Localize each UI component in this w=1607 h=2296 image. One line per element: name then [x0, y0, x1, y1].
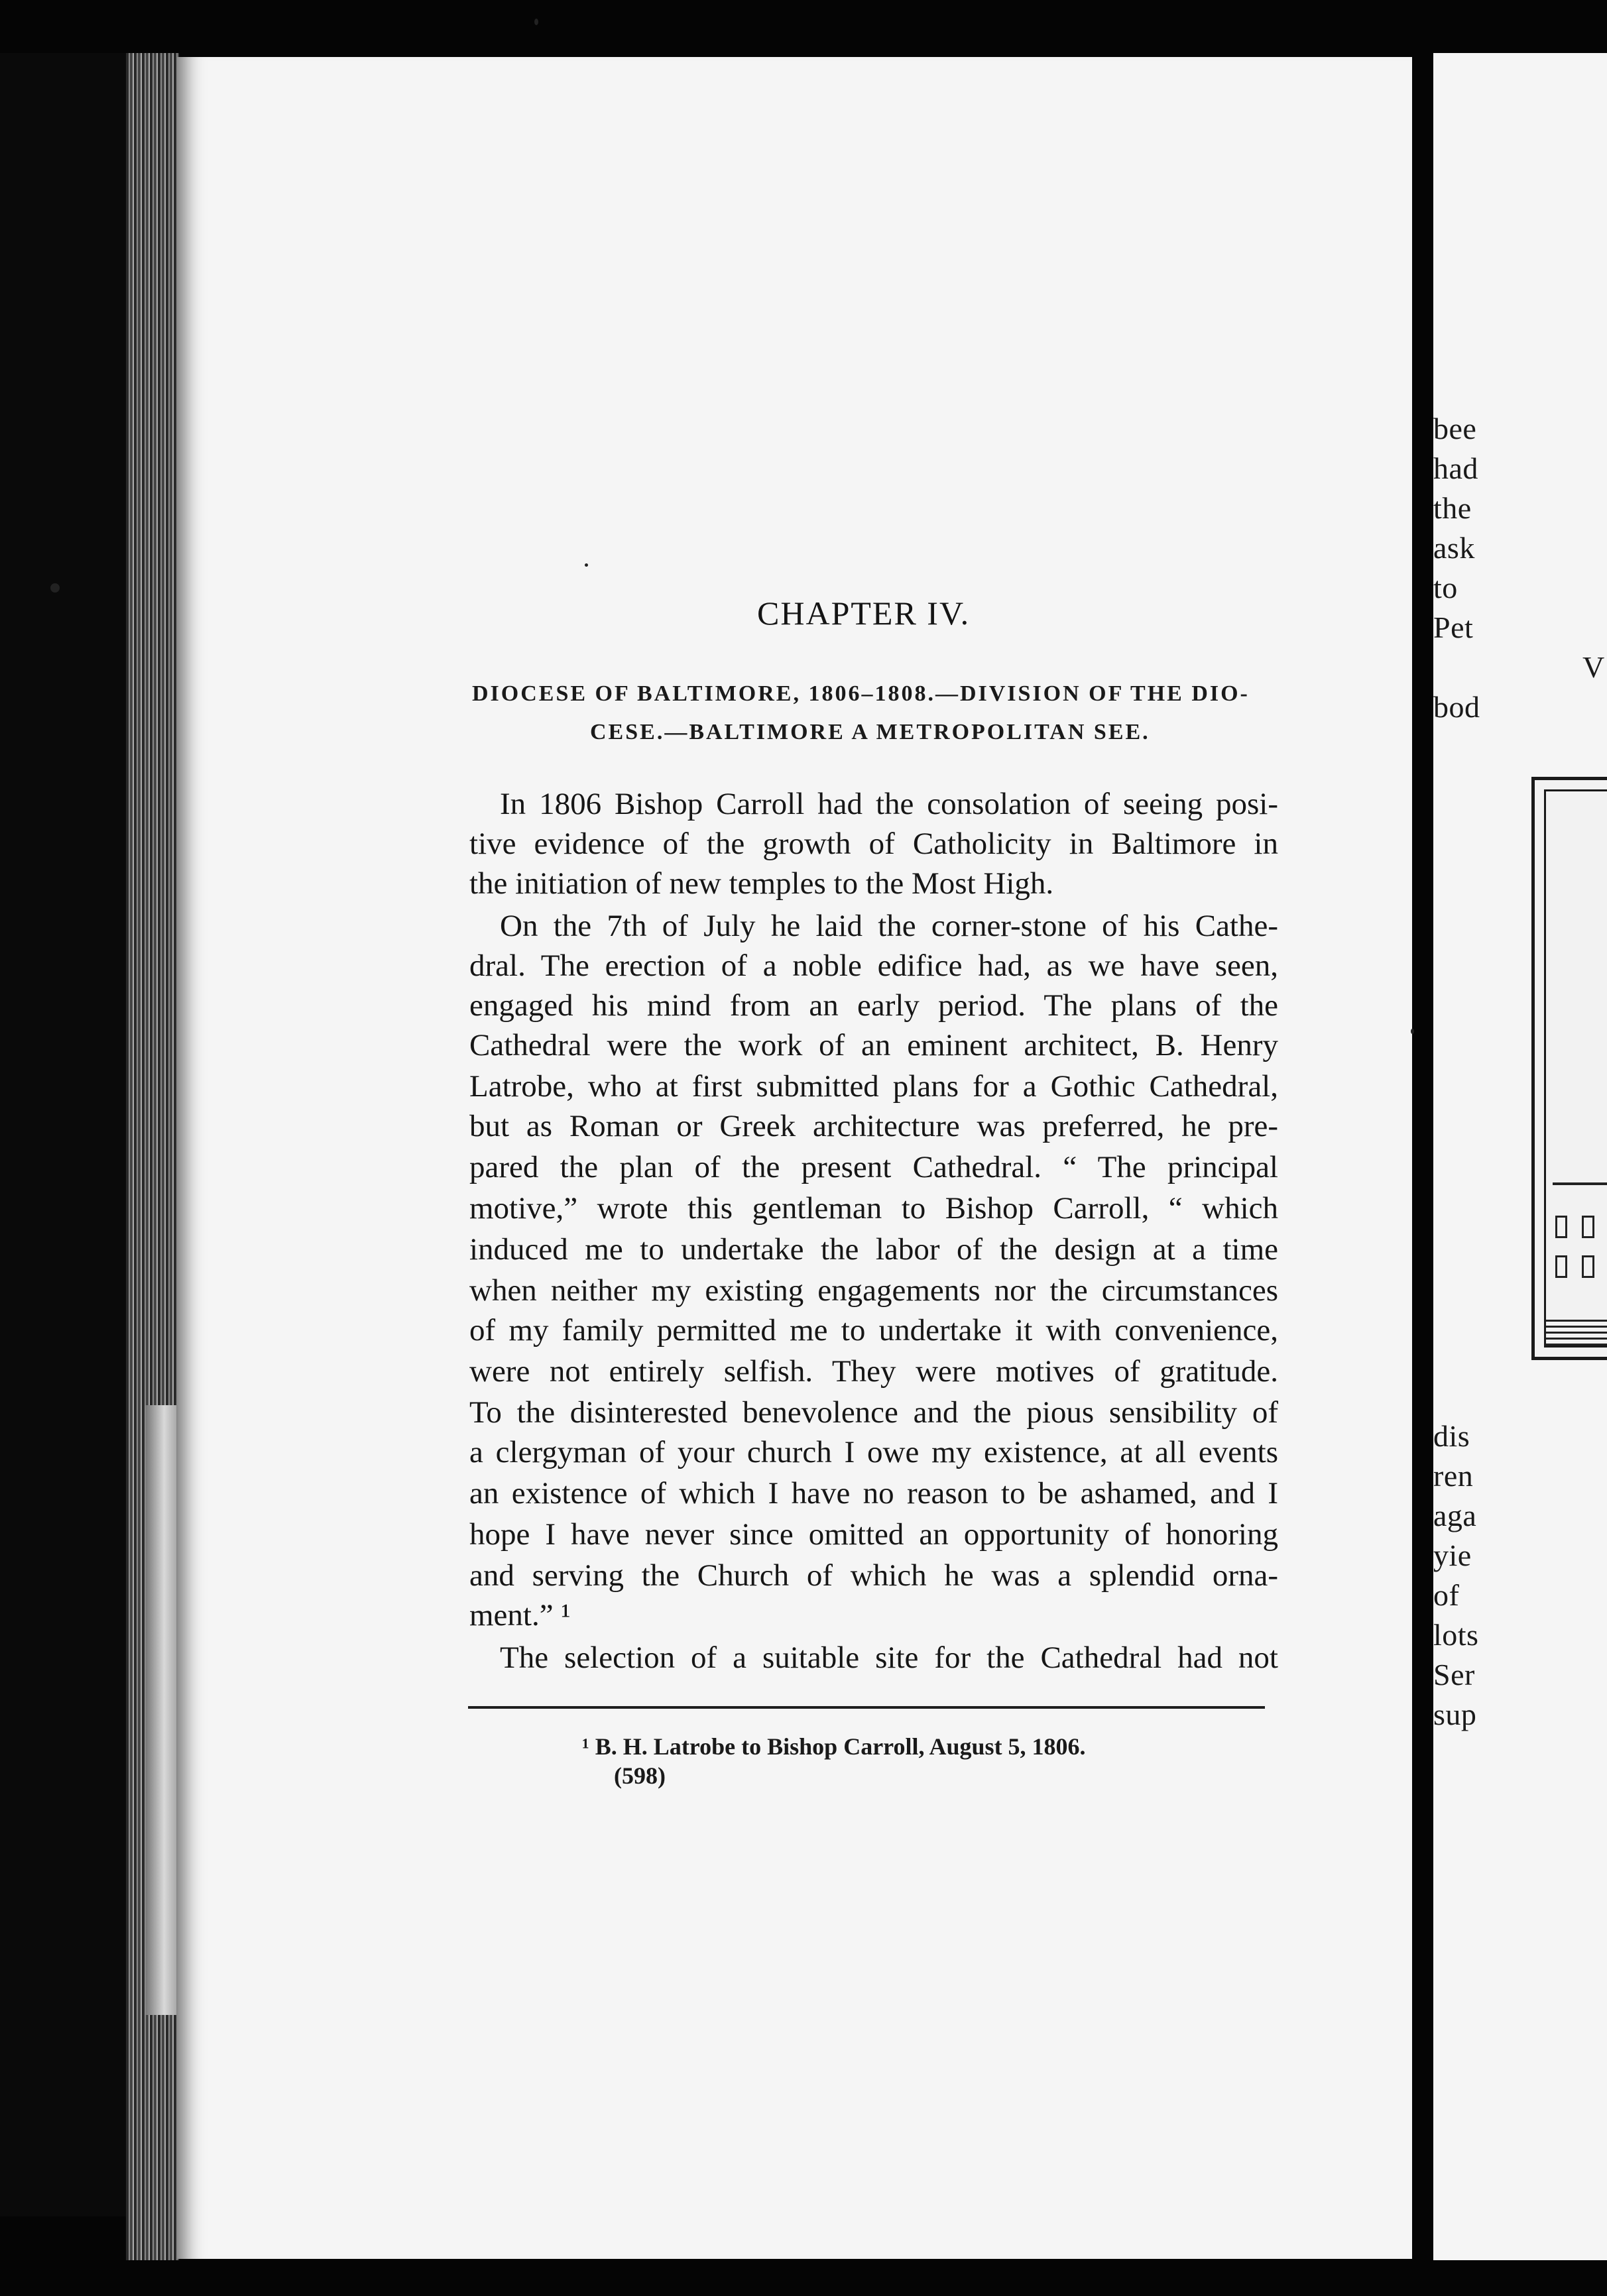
body-line: an existence of which I have no reason to be ashamed, and I [469, 1476, 1278, 1511]
body-line: dral. The erection of a noble edifice had, as we have seen, [469, 948, 1278, 983]
body-line: a clergyman of your church I owe my existence, at all events [469, 1435, 1278, 1469]
body-line: ment.” ¹ [469, 1598, 571, 1633]
body-line: hope I have never since omitted an opportunity of honoring [469, 1517, 1278, 1552]
facing-line: had [1433, 451, 1478, 485]
facing-line: to [1433, 571, 1458, 604]
body-line: Cathedral were the work of an eminent architect, B. Henry [469, 1028, 1278, 1062]
facing-line: sup [1433, 1697, 1477, 1731]
scan-speck [585, 563, 588, 567]
body-line: the initiation of new temples to the Most High. [469, 866, 1054, 901]
facing-line: aga [1433, 1499, 1477, 1532]
body-line: when neither my existing engagements nor the circumstances [469, 1273, 1278, 1308]
body-line: In 1806 Bishop Carroll had the consolation of seeing posi- [500, 787, 1278, 821]
scan-speck [1411, 1029, 1414, 1034]
footnote-rule [468, 1706, 1265, 1709]
body-line: and serving the Church of which he was a splendid orna- [469, 1558, 1278, 1593]
footnote: ¹ B. H. Latrobe to Bishop Carroll, August 5, 1806. [582, 1733, 1086, 1760]
body-line: engaged his mind from an early period. The plans of the [469, 988, 1278, 1023]
facing-line: lots [1433, 1618, 1479, 1652]
facing-line: yie [1433, 1538, 1472, 1572]
chapter-title: CHAPTER IV. [757, 595, 971, 632]
chapter-subtitle-line: CESE.—BALTIMORE A METROPOLITAN SEE. [590, 720, 1150, 744]
facing-line: of [1433, 1578, 1460, 1612]
facing-page [1433, 53, 1607, 2260]
body-line: On the 7th of July he laid the corner-stone of his Cathe- [500, 909, 1278, 943]
chapter-subtitle-line: DIOCESE OF BALTIMORE, 1806–1808.—DIVISION OF THE DIO- [472, 681, 1250, 706]
body-line: but as Roman or Greek architecture was preferred, he pre- [469, 1109, 1278, 1143]
facing-page-illustration [1531, 777, 1607, 1360]
facing-line: dis [1433, 1419, 1470, 1453]
body-line: were not entirely selfish. They were motives of gratitude. [469, 1354, 1278, 1389]
facing-line: Pet [1433, 610, 1474, 644]
facing-line: ask [1433, 531, 1475, 565]
book-binding-dark [0, 53, 126, 2216]
body-line: tive evidence of the growth of Catholicity in Baltimore in [469, 827, 1278, 861]
body-line: of my family permitted me to undertake it with convenience, [469, 1313, 1278, 1348]
scan-speck [534, 19, 538, 25]
body-line: motive,” wrote this gentleman to Bishop Carroll, “ which [469, 1191, 1278, 1226]
facing-line: Ser [1433, 1658, 1475, 1692]
facing-line: ren [1433, 1459, 1474, 1493]
page-number: (598) [614, 1762, 666, 1789]
facing-line: bee [1433, 412, 1477, 445]
facing-line: bod [1433, 690, 1480, 724]
facing-line: the [1433, 491, 1472, 525]
scan-speck [50, 583, 60, 593]
body-line: Latrobe, who at first submitted plans for a Gothic Cathedral, [469, 1069, 1278, 1104]
body-line: To the disinterested benevolence and the pious sensibility of [469, 1395, 1278, 1430]
body-line: induced me to undertake the labor of the design at a time [469, 1232, 1278, 1267]
facing-line: V [1582, 650, 1605, 684]
page-stack-highlight [146, 1405, 176, 2015]
body-line: pared the plan of the present Cathedral. “ The principal [469, 1150, 1278, 1184]
body-line: The selection of a suitable site for the Cathedral had not [500, 1640, 1278, 1675]
